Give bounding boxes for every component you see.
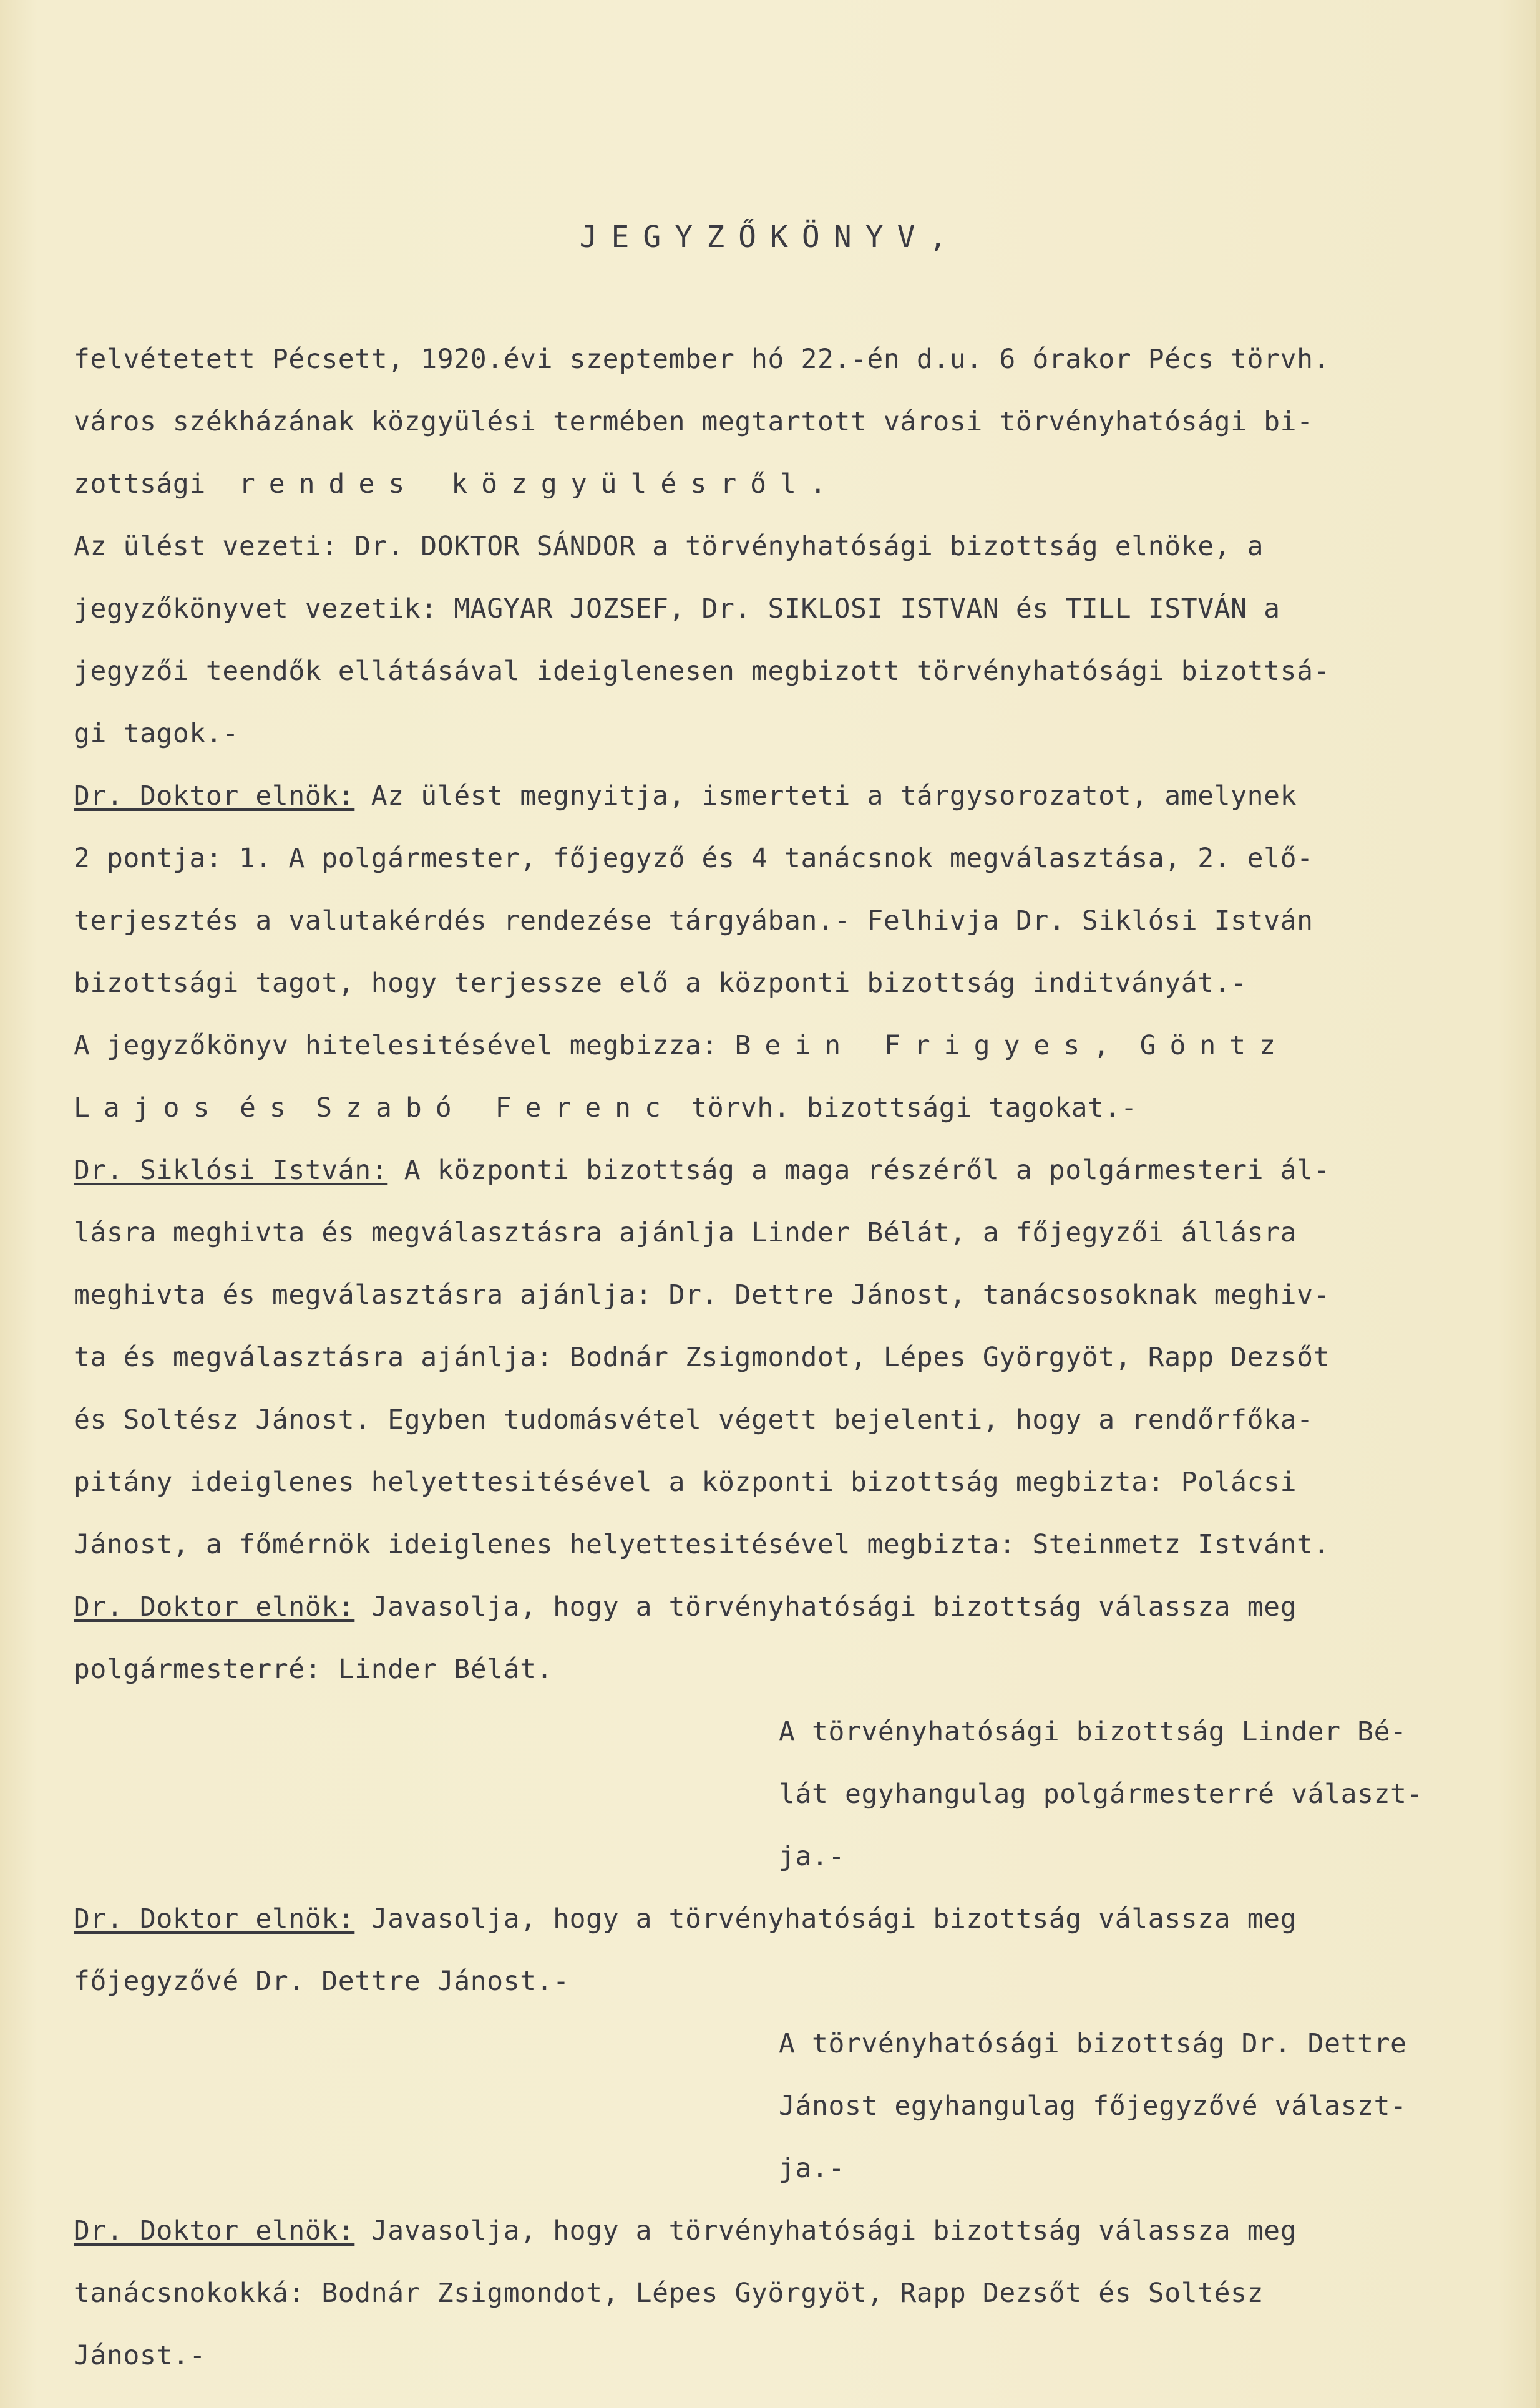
siklosi-line [74,1152,1484,1189]
proposal-line: Jánost.- [74,2340,206,2371]
header-line: felvétetett Pécsett, 1920.évi szeptember hó 22.-én d.u. 6 órakor Pécs törvh. [74,344,1330,375]
opening-line: terjesztés a valutakérdés rendezése tárgyában.- Felhivja Dr. Siklósi István [74,905,1313,936]
siklosi-line: Jánost, a főmérnök ideiglenes helyettesitésével megbizta: Steinmetz Istvánt. [74,1529,1330,1560]
speaker-label: Dr. Doktor elnök: [74,780,355,812]
session-line: jegyzői teendők ellátásával ideiglenesen megbizott törvényhatósági bizottsá- [74,656,1330,687]
siklosi-line: pitány ideiglenes helyettesitésével a központi bizottság megbizta: Polácsi [74,1467,1297,1498]
resolution-line: ja.- [779,1841,845,1872]
siklosi-line: lásra meghivta és megválasztásra ajánlja Linder Bélát, a főjegyzői állásra [74,1217,1297,1248]
spaced-word-rendes: rendes [238,468,419,500]
opening-line [74,777,1484,815]
speech-text: Javasolja, hogy a törvényhatósági bizottság válassza meg [354,1591,1297,1623]
verifier-name: Göntz [1139,1030,1290,1061]
resolution-line: A törvényhatósági bizottság Dr. Dettre [779,2028,1407,2059]
verifier-name: Szabó Ferenc [316,1092,675,1124]
verifiers-line [74,1027,1484,1064]
document-title: JEGYZŐKÖNYV, [579,220,961,255]
header-prefix: zottsági [74,468,206,500]
proposal-line: tanácsnokokká: Bodnár Zsigmondot, Lépes Györgyöt, Rapp Dezsőt és Soltész [74,2278,1264,2309]
verify-suffix: törvh. bizottsági tagokat.- [691,1092,1138,1124]
speaker-label: Dr. Siklósi István: [74,1155,388,1186]
verifier-and: és [239,1092,300,1124]
resolution-line: ja.- [779,2153,845,2184]
speech-text: Javasolja, hogy a törvényhatósági bizottság válassza meg [354,2215,1297,2246]
proposal-line [74,1900,1484,1938]
resolution-line: Jánost egyhangulag főjegyzővé választ- [779,2090,1407,2122]
header-line: város székházának közgyülési termében megtartott városi törvényhatósági bi- [74,406,1313,437]
spaced-word-kozgyules: közgyülésről. [451,468,840,500]
speaker-label: Dr. Doktor elnök: [74,1591,355,1623]
session-line: gi tagok.- [74,718,239,749]
proposal-line: főjegyzővé Dr. Dettre Jánost.- [74,1966,570,1997]
verifier-name: Lajos [74,1092,223,1124]
verify-prefix: A jegyzőkönyv hitelesitésével megbizza: [74,1030,719,1061]
resolution-line: lát egyhangulag polgármesterré választ- [779,1779,1424,1810]
speech-text: Az ülést megnyitja, ismerteti a tárgysorozatot, amelynek [354,780,1297,812]
speaker-label: Dr. Doktor elnök: [74,1903,355,1935]
header-line [74,465,1484,503]
speech-text: A központi bizottság a maga részéről a polgármesteri ál- [387,1155,1330,1186]
opening-line: bizottsági tagot, hogy terjessze elő a központi bizottság inditványát.- [74,968,1247,999]
siklosi-line: és Soltész Jánost. Egyben tudomásvétel végett bejelenti, hogy a rendőrfőka- [74,1404,1313,1435]
resolution-line: A törvényhatósági bizottság Linder Bé- [779,1716,1407,1747]
siklosi-line: meghivta és megválasztásra ajánlja: Dr. Dettre Jánost, tanácsosoknak meghiv- [74,1279,1330,1311]
siklosi-line: ta és megválasztásra ajánlja: Bodnár Zsigmondot, Lépes Györgyöt, Rapp Dezsőt [74,1342,1330,1373]
proposal-line [74,1588,1484,1626]
session-line: jegyzőkönyvet vezetik: MAGYAR JOZSEF, Dr. SIKLOSI ISTVAN és TILL ISTVÁN a [74,593,1280,624]
session-line: Az ülést vezeti: Dr. DOKTOR SÁNDOR a törvényhatósági bizottság elnöke, a [74,531,1264,562]
proposal-line: polgármesterré: Linder Bélát. [74,1654,553,1685]
verifier-name: Bein Frigyes, [734,1030,1124,1061]
proposal-line [74,2212,1484,2250]
speech-text: Javasolja, hogy a törvényhatósági bizottság válassza meg [354,1903,1297,1935]
speaker-label: Dr. Doktor elnök: [74,2215,355,2246]
verifiers-line [74,1089,1484,1127]
opening-line: 2 pontja: 1. A polgármester, főjegyző és 4 tanácsnok megválasztása, 2. elő- [74,843,1313,874]
